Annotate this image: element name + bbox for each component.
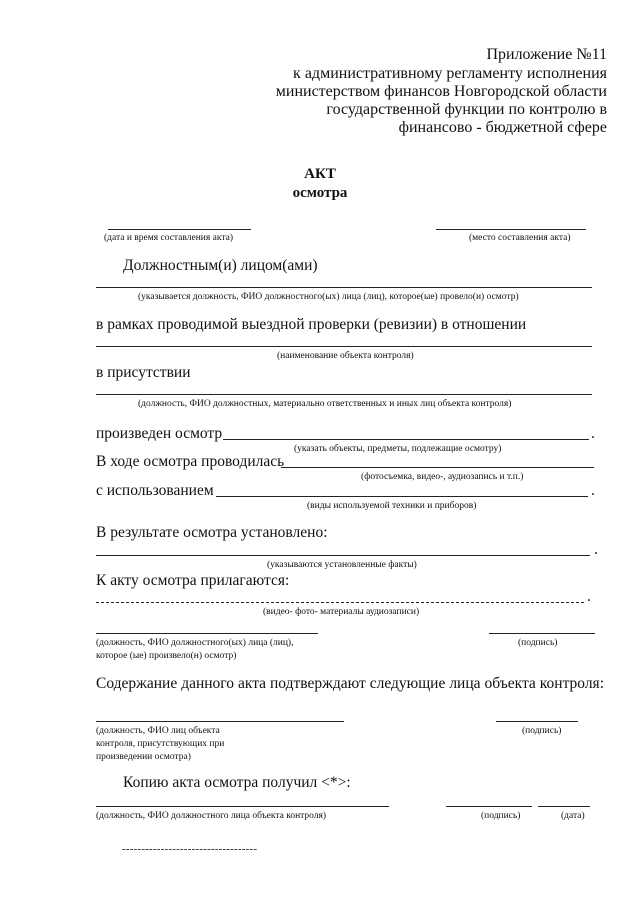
copy-person-line [96, 806, 389, 807]
presence-label: в присутствии [96, 364, 191, 381]
copy-signature-caption: (подпись) [481, 811, 521, 821]
object-caption: (наименование объекта контроля) [277, 351, 414, 361]
footnote-separator: ----------------------------------- [122, 843, 258, 855]
inspector-signature-line [489, 633, 595, 634]
presence-line [96, 394, 592, 395]
officials-label: Должностным(и) лицом(ами) [123, 257, 318, 274]
copy-date-caption: (дата) [561, 811, 585, 821]
using-label: с использованием [96, 482, 214, 499]
performed-label: произведен осмотр [96, 425, 223, 442]
appendix-number: Приложение №11 [486, 46, 607, 63]
officials-line [96, 287, 592, 288]
header-line: министерством финансов Новгородской области [275, 83, 607, 100]
performed-line [223, 439, 589, 440]
signature-caption: (подпись) [518, 638, 558, 648]
result-caption: (указываются установленные факты) [267, 560, 417, 570]
object-persons-caption: (должность, ФИО лиц объекта [96, 726, 220, 736]
object-persons-line [96, 721, 344, 722]
using-line [216, 496, 588, 497]
result-line [96, 555, 590, 556]
attached-label: К акту осмотра прилагаются: [96, 572, 290, 589]
presence-caption: (должность, ФИО должностных, материально ответственных и иных лиц объекта контроля) [138, 399, 512, 409]
header-line: государственной функции по контролю в [326, 101, 607, 118]
place-caption: (место составления акта) [469, 233, 571, 243]
copy-person-caption: (должность, ФИО должностного лица объекта контроля) [96, 811, 327, 821]
object-signature-line [496, 721, 578, 722]
period-mark: . [591, 482, 595, 499]
during-caption: (фотосъемка, видео-, аудиозапись и т.п.) [361, 472, 524, 482]
header-line: финансово - бюджетной сфере [398, 119, 607, 136]
place-line [436, 229, 586, 230]
date-time-caption: (дата и время составления акта) [104, 233, 233, 243]
copy-signature-line [446, 806, 532, 807]
document-title: АКТ [304, 166, 336, 182]
during-line [281, 467, 594, 468]
object-line [96, 346, 592, 347]
object-persons-caption: произведении осмотра) [96, 752, 191, 762]
object-persons-caption: контроля, присутствующих при [96, 739, 225, 749]
performed-caption: (указать объекты, предметы, подлежащие осмотру) [294, 444, 502, 454]
inspector-line [96, 633, 318, 634]
document-subtitle: осмотра [292, 185, 348, 201]
period-mark: . [591, 425, 595, 442]
attached-line [96, 602, 584, 603]
result-label: В результате осмотра установлено: [96, 524, 328, 541]
copy-label: Копию акта осмотра получил <*>: [123, 774, 351, 791]
header-line: к административному регламенту исполнения [293, 65, 607, 82]
inspection-label: в рамках проводимой выездной проверки (ревизии) в отношении [96, 316, 527, 333]
signature-caption: (подпись) [522, 726, 562, 736]
inspector-caption: которое (ые) произвело(н) осмотр) [96, 651, 237, 661]
confirm-text: Содержание данного акта подтверждают следующие лица объекта контроля: [96, 675, 604, 692]
period-mark: . [587, 588, 591, 605]
using-caption: (виды используемой техники и приборов) [307, 501, 477, 511]
attached-caption: (видео- фото- материалы аудиозаписи) [263, 607, 420, 617]
during-label: В ходе осмотра проводилась [96, 453, 285, 470]
date-time-line [108, 229, 251, 230]
inspector-caption: (должность, ФИО должностного(ых) лица (лиц), [96, 638, 294, 648]
officials-caption: (указывается должность, ФИО должностного(ых) лица (лиц), которое(ые) провело(и) осмотр) [138, 292, 519, 302]
copy-date-line [538, 806, 590, 807]
period-mark: . [594, 541, 598, 558]
